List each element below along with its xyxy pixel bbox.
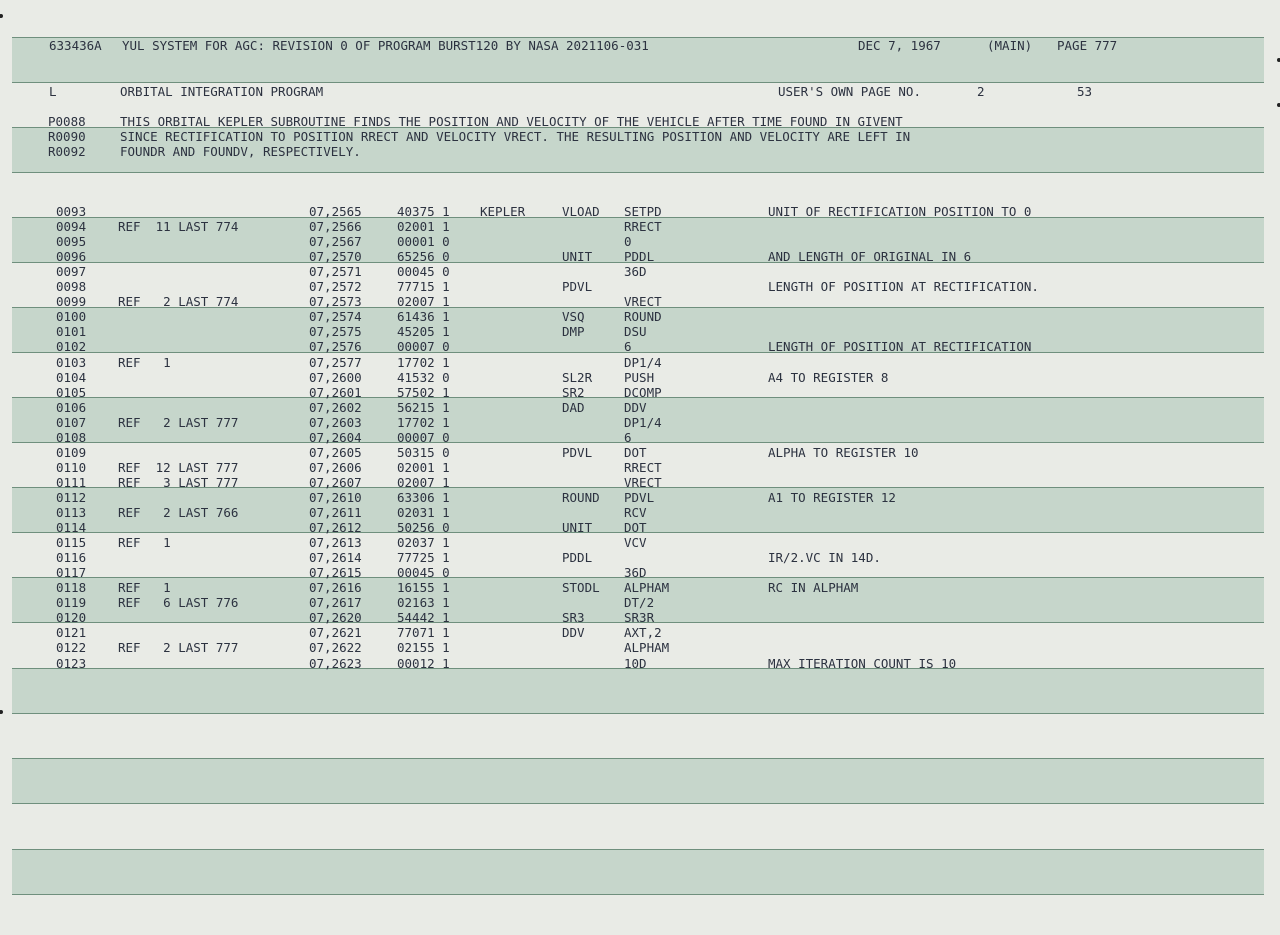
row-operand: 6 xyxy=(624,339,632,355)
header-system: YUL SYSTEM FOR AGC: REVISION 0 OF PROGRAM BURST120 BY NASA 2021106-031 xyxy=(122,38,649,53)
row-addr: 07,2567 xyxy=(309,234,362,250)
row-word: 63306 1 xyxy=(397,489,450,505)
row-operand: RRECT xyxy=(624,459,662,475)
row-word: 02007 1 xyxy=(397,474,450,490)
row-ref: REF 1 xyxy=(118,354,171,370)
row-operand: DDV xyxy=(624,399,647,415)
row-word: 02037 1 xyxy=(397,535,450,551)
row-comment: LENGTH OF POSITION AT RECTIFICATION. xyxy=(768,279,1039,295)
row-addr: 07,2576 xyxy=(309,339,362,355)
row-comment: RC IN ALPHAM xyxy=(768,580,859,596)
row-addr: 07,2623 xyxy=(309,655,362,671)
row-op: PDVL xyxy=(562,444,593,460)
row-comment: UNIT OF RECTIFICATION POSITION TO 0 xyxy=(768,204,1032,219)
row-operand: DP1/4 xyxy=(624,354,662,370)
row-word: 00007 0 xyxy=(397,429,450,445)
paper-rule xyxy=(12,894,1264,895)
row-line: 0117 xyxy=(56,565,87,581)
row-word: 65256 0 xyxy=(397,249,450,265)
row-operand: VRECT xyxy=(624,474,662,490)
comment-id: R0090 xyxy=(48,129,86,144)
row-line: 0115 xyxy=(56,535,87,551)
paper-rule xyxy=(12,82,1264,83)
row-operand: PUSH xyxy=(624,369,655,385)
row-operand: PDVL xyxy=(624,489,655,505)
row-addr: 07,2571 xyxy=(309,264,362,280)
row-line: 0103 xyxy=(56,354,87,370)
comment-text: SINCE RECTIFICATION TO POSITION RRECT AND VELOCITY VRECT. THE RESULTING POSITION AND VELOCITY ARE LEFT IN xyxy=(120,129,911,144)
row-line: 0116 xyxy=(56,550,87,566)
row-op: DDV xyxy=(562,625,585,641)
row-ref: REF 6 LAST 776 xyxy=(118,595,239,611)
row-operand: DCOMP xyxy=(624,384,662,400)
row-addr: 07,2602 xyxy=(309,399,362,415)
row-word: 02031 1 xyxy=(397,505,450,520)
row-line: 0100 xyxy=(56,309,87,325)
row-word: 77071 1 xyxy=(397,625,450,641)
row-operand: VCV xyxy=(624,535,647,551)
row-ref: REF 2 LAST 777 xyxy=(118,414,239,430)
row-word: 17702 1 xyxy=(397,414,450,430)
row-addr: 07,2617 xyxy=(309,595,362,611)
row-ref: REF 3 LAST 777 xyxy=(118,474,239,490)
row-word: 54442 1 xyxy=(397,610,450,626)
row-word: 50256 0 xyxy=(397,520,450,536)
row-addr: 07,2577 xyxy=(309,354,362,370)
row-op: UNIT xyxy=(562,520,593,536)
row-line: 0101 xyxy=(56,324,87,340)
row-word: 00045 0 xyxy=(397,264,450,280)
row-operand: DT/2 xyxy=(624,595,655,611)
row-operand: ALPHAM xyxy=(624,580,670,596)
row-word: 00012 1 xyxy=(397,655,450,671)
row-addr: 07,2601 xyxy=(309,384,362,400)
row-op: DAD xyxy=(562,399,585,415)
row-addr: 07,2616 xyxy=(309,580,362,596)
row-line: 0107 xyxy=(56,414,87,430)
paper-rule xyxy=(12,442,1264,443)
row-operand: 6 xyxy=(624,429,632,445)
row-word: 00007 0 xyxy=(397,339,450,355)
row-line: 0102 xyxy=(56,339,87,355)
row-op: PDDL xyxy=(562,550,593,566)
row-line: 0118 xyxy=(56,580,87,596)
row-word: 17702 1 xyxy=(397,354,450,370)
row-ref: REF 12 LAST 777 xyxy=(118,459,239,475)
paper-band xyxy=(12,758,1264,803)
row-line: 0108 xyxy=(56,429,87,445)
row-addr: 07,2605 xyxy=(309,444,362,460)
row-operand: SETPD xyxy=(624,204,662,219)
row-word: 16155 1 xyxy=(397,580,450,596)
row-word: 02001 1 xyxy=(397,459,450,475)
header-page: PAGE 777 xyxy=(1057,38,1118,53)
row-addr: 07,2573 xyxy=(309,294,362,310)
row-operand: DSU xyxy=(624,324,647,340)
paper-rule xyxy=(12,713,1264,714)
row-addr: 07,2613 xyxy=(309,535,362,551)
row-ref: REF 2 LAST 777 xyxy=(118,640,239,656)
row-word: 41532 0 xyxy=(397,369,450,385)
comment-text: THIS ORBITAL KEPLER SUBROUTINE FINDS THE POSITION AND VELOCITY OF THE VEHICLE AFTER TIME FOUND IN GIVENT xyxy=(120,114,903,129)
row-addr: 07,2572 xyxy=(309,279,362,295)
row-addr: 07,2611 xyxy=(309,505,362,520)
row-line: 0112 xyxy=(56,489,87,505)
row-label: KEPLER xyxy=(480,204,526,219)
row-addr: 07,2621 xyxy=(309,625,362,641)
row-word: 40375 1 xyxy=(397,204,450,219)
row-ref: REF 1 xyxy=(118,580,171,596)
row-line: 0093 xyxy=(56,204,87,219)
hole-punch-mark xyxy=(0,710,3,714)
header-id: 633436A xyxy=(49,38,102,53)
row-line: 0113 xyxy=(56,505,87,520)
row-comment: AND LENGTH OF ORIGINAL IN 6 xyxy=(768,249,972,265)
comment-text: FOUNDR AND FOUNDV, RESPECTIVELY. xyxy=(120,144,361,159)
paper-rule xyxy=(12,172,1264,173)
user-page-number: 2 xyxy=(977,84,985,99)
row-op: VSQ xyxy=(562,309,585,325)
row-word: 02007 1 xyxy=(397,294,450,310)
sub-header-code: 53 xyxy=(1077,84,1093,99)
header-mode: (MAIN) xyxy=(987,38,1033,53)
row-addr: 07,2620 xyxy=(309,610,362,626)
user-page-label: USER'S OWN PAGE NO. xyxy=(778,84,921,99)
row-op: VLOAD xyxy=(562,204,600,219)
paper-rule xyxy=(12,849,1264,850)
row-addr: 07,2612 xyxy=(309,520,362,536)
row-line: 0096 xyxy=(56,249,87,265)
row-operand: DOT xyxy=(624,444,647,460)
row-addr: 07,2575 xyxy=(309,324,362,340)
row-comment: ALPHA TO REGISTER 10 xyxy=(768,444,919,460)
comment-id: P0088 xyxy=(48,114,86,129)
row-op: ROUND xyxy=(562,489,600,505)
row-word: 45205 1 xyxy=(397,324,450,340)
row-line: 0106 xyxy=(56,399,87,415)
row-op: UNIT xyxy=(562,249,593,265)
paper-rule xyxy=(12,758,1264,759)
row-line: 0119 xyxy=(56,595,87,611)
row-addr: 07,2565 xyxy=(309,204,362,219)
row-operand: 36D xyxy=(624,264,647,280)
paper-rule xyxy=(12,352,1264,353)
paper-band xyxy=(12,849,1264,894)
row-comment: IR/2.VC IN 14D. xyxy=(768,550,881,566)
row-line: 0114 xyxy=(56,520,87,536)
row-line: 0105 xyxy=(56,384,87,400)
comment-id: R0092 xyxy=(48,144,86,159)
row-word: 57502 1 xyxy=(397,384,450,400)
row-addr: 07,2566 xyxy=(309,219,362,235)
row-line: 0123 xyxy=(56,655,87,671)
paper-band xyxy=(12,668,1264,713)
row-line: 0094 xyxy=(56,219,87,235)
row-comment: MAX ITERATION COUNT IS 10 xyxy=(768,655,957,671)
row-line: 0098 xyxy=(56,279,87,295)
row-operand: DP1/4 xyxy=(624,414,662,430)
row-word: 61436 1 xyxy=(397,309,450,325)
row-comment: A1 TO REGISTER 12 xyxy=(768,489,896,505)
row-operand: SR3R xyxy=(624,610,655,626)
paper-rule xyxy=(12,803,1264,804)
row-addr: 07,2607 xyxy=(309,474,362,490)
row-operand: 10D xyxy=(624,655,647,671)
hole-punch-mark xyxy=(0,14,3,18)
row-op: DMP xyxy=(562,324,585,340)
row-line: 0104 xyxy=(56,369,87,385)
row-operand: ROUND xyxy=(624,309,662,325)
sub-header-marker: L xyxy=(49,84,57,99)
row-ref: REF 1 xyxy=(118,535,171,551)
row-comment: LENGTH OF POSITION AT RECTIFICATION xyxy=(768,339,1032,355)
row-word: 00001 0 xyxy=(397,234,450,250)
row-op: SR2 xyxy=(562,384,585,400)
row-operand: AXT,2 xyxy=(624,625,662,641)
row-operand: VRECT xyxy=(624,294,662,310)
row-addr: 07,2614 xyxy=(309,550,362,566)
row-comment: A4 TO REGISTER 8 xyxy=(768,369,889,385)
row-word: 02163 1 xyxy=(397,595,450,611)
row-ref: REF 11 LAST 774 xyxy=(118,219,239,235)
row-addr: 07,2615 xyxy=(309,565,362,581)
row-word: 77715 1 xyxy=(397,279,450,295)
row-op: STODL xyxy=(562,580,600,596)
row-line: 0111 xyxy=(56,474,87,490)
row-line: 0121 xyxy=(56,625,87,641)
row-word: 02001 1 xyxy=(397,219,450,235)
row-operand: PDDL xyxy=(624,249,655,265)
row-line: 0120 xyxy=(56,610,87,626)
row-addr: 07,2604 xyxy=(309,429,362,445)
row-op: SR3 xyxy=(562,610,585,626)
row-line: 0122 xyxy=(56,640,87,656)
row-addr: 07,2603 xyxy=(309,414,362,430)
row-ref: REF 2 LAST 774 xyxy=(118,294,239,310)
row-addr: 07,2570 xyxy=(309,249,362,265)
row-word: 50315 0 xyxy=(397,444,450,460)
row-addr: 07,2622 xyxy=(309,640,362,656)
row-word: 56215 1 xyxy=(397,399,450,415)
row-op: PDVL xyxy=(562,279,593,295)
row-operand: ALPHAM xyxy=(624,640,670,656)
row-addr: 07,2600 xyxy=(309,369,362,385)
row-operand: DOT xyxy=(624,520,647,536)
sub-header-title: ORBITAL INTEGRATION PROGRAM xyxy=(120,84,324,99)
row-word: 02155 1 xyxy=(397,640,450,656)
row-word: 00045 0 xyxy=(397,565,450,581)
row-addr: 07,2610 xyxy=(309,489,362,505)
row-operand: 36D xyxy=(624,565,647,581)
row-addr: 07,2606 xyxy=(309,459,362,475)
row-word: 77725 1 xyxy=(397,550,450,566)
header-date: DEC 7, 1967 xyxy=(858,38,941,53)
row-line: 0097 xyxy=(56,264,87,280)
row-line: 0099 xyxy=(56,294,87,310)
row-ref: REF 2 LAST 766 xyxy=(118,505,239,520)
row-line: 0109 xyxy=(56,444,87,460)
row-operand: 0 xyxy=(624,234,632,250)
row-operand: RCV xyxy=(624,505,647,520)
row-addr: 07,2574 xyxy=(309,309,362,325)
row-line: 0095 xyxy=(56,234,87,250)
row-line: 0110 xyxy=(56,459,87,475)
row-operand: RRECT xyxy=(624,219,662,235)
row-op: SL2R xyxy=(562,369,593,385)
